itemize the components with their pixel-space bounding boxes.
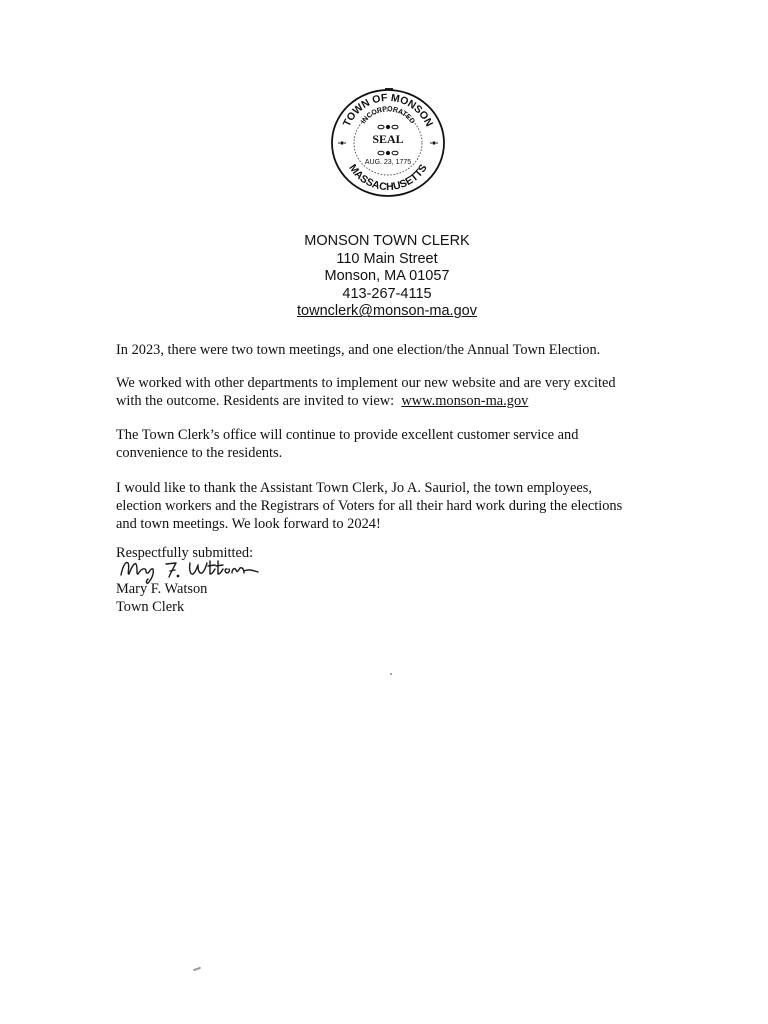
paragraph-line — [116, 392, 656, 410]
phone-number: 413-267-4115 — [342, 285, 432, 302]
paragraph-line: The Town Clerk’s office will continue to provide excellent customer service and — [116, 427, 579, 443]
letterhead — [234, 233, 540, 321]
signer-name: Mary F. Watson — [116, 581, 208, 597]
paragraph-line: convenience to the residents. — [116, 445, 283, 461]
seal-center-text: SEAL — [372, 132, 404, 146]
paragraph-website — [116, 374, 656, 410]
signer-title: Town Clerk — [116, 599, 185, 615]
paragraph-line: We worked with other departments to implement our new website and are very excited — [116, 375, 616, 391]
seal-inner-text: INCORPORATED — [360, 105, 416, 126]
email-link[interactable]: townclerk@monson-ma.gov — [297, 303, 477, 320]
office-name: MONSON TOWN CLERK — [304, 233, 470, 249]
seal-bottom-text: MASSACHUSETTS — [346, 162, 430, 194]
paragraph-service — [116, 426, 656, 462]
scan-artifact — [390, 673, 392, 675]
closing-salutation: Respectfully submitted: — [116, 545, 254, 561]
city-state-zip: Monson, MA 01057 — [324, 268, 450, 285]
paragraph-line: election workers and the Registrars of Voters for all their hard work during the elections — [116, 498, 623, 514]
seal-date-text: AUG. 23, 1775 — [364, 159, 412, 166]
signer-block — [116, 580, 207, 616]
paragraph-thanks — [116, 479, 656, 533]
paragraph-line: I would like to thank the Assistant Town Clerk, Jo A. Sauriol, the town employees, — [116, 480, 592, 496]
seal-top-text: TOWN OF MONSON — [340, 91, 436, 129]
paragraph-text: with the outcome. Residents are invited to view: — [116, 393, 395, 409]
town-seal — [329, 87, 447, 199]
paragraph-meetings — [116, 341, 656, 359]
paragraph-line: and town meetings. We look forward to 2024! — [116, 516, 381, 532]
street-address: 110 Main Street — [336, 250, 438, 267]
paragraph-line: In 2023, there were two town meetings, and one election/the Annual Town Election. — [116, 342, 601, 358]
website-link[interactable]: www.monson-ma.gov — [401, 393, 529, 409]
scan-artifact — [193, 967, 201, 972]
